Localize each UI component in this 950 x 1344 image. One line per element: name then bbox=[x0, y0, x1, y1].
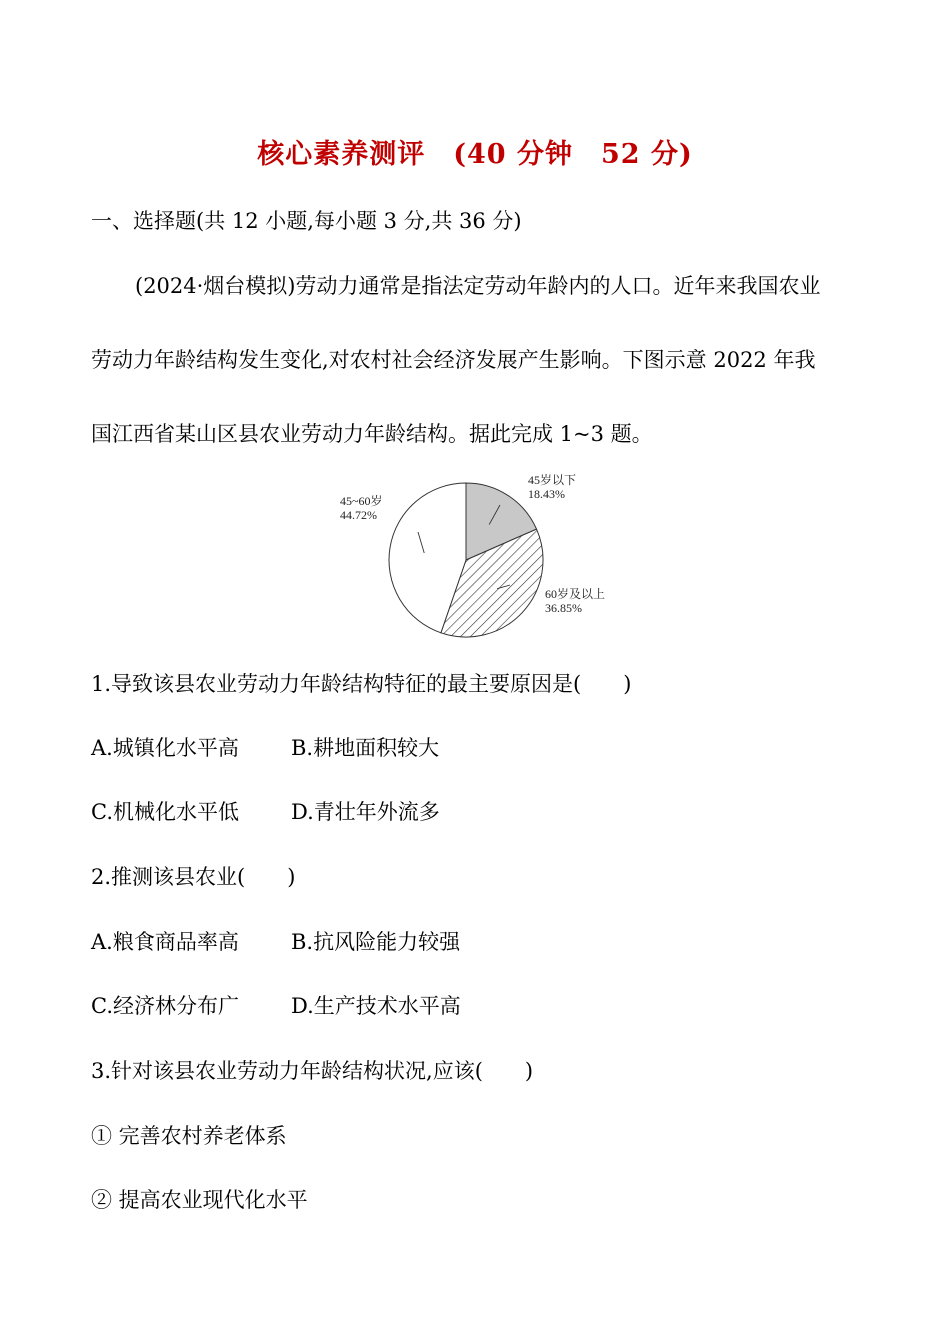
question-2-stem: 2.推测该县农业( ) bbox=[91, 865, 296, 889]
q2-option-b: B.抗风险能力较强 bbox=[291, 930, 461, 954]
q3-statement-1: ① 完善农村养老体系 bbox=[91, 1124, 287, 1148]
q1-option-d: D.青壮年外流多 bbox=[291, 800, 440, 824]
pie-value-label-3: 44.72% bbox=[340, 508, 377, 522]
section-heading: 一、选择题(共 12 小题,每小题 3 分,共 36 分) bbox=[91, 209, 522, 233]
intro-line-3: 国江西省某山区县农业劳动力年龄结构。据此完成 1~3 题。 bbox=[91, 422, 653, 446]
q1-option-a: A.城镇化水平高 bbox=[91, 736, 239, 760]
pie-label-1: 45岁以下 bbox=[528, 473, 577, 487]
q2-option-d: D.生产技术水平高 bbox=[291, 994, 461, 1018]
intro-line-1: (2024·烟台模拟)劳动力通常是指法定劳动年龄内的人口。近年来我国农业 bbox=[135, 274, 821, 298]
intro-line-2: 劳动力年龄结构发生变化,对农村社会经济发展产生影响。下图示意 2022 年我 bbox=[91, 348, 816, 372]
pie-value-label-1: 18.43% bbox=[528, 487, 565, 501]
page-title: 核心素养测评 (40 分钟 52 分) bbox=[257, 139, 693, 170]
q2-option-a: A.粮食商品率高 bbox=[91, 930, 239, 954]
q2-option-c: C.经济林分布广 bbox=[91, 994, 239, 1018]
pie-value-label-2: 36.85% bbox=[545, 601, 582, 615]
pie-chart bbox=[300, 470, 630, 650]
pie-label-3: 45~60岁 bbox=[340, 494, 383, 508]
question-1-stem: 1.导致该县农业劳动力年龄结构特征的最主要原因是( ) bbox=[91, 672, 632, 696]
pie-label-2: 60岁及以上 bbox=[545, 587, 606, 601]
q3-statement-2: ② 提高农业现代化水平 bbox=[91, 1188, 308, 1212]
q1-option-c: C.机械化水平低 bbox=[91, 800, 239, 824]
question-3-stem: 3.针对该县农业劳动力年龄结构状况,应该( ) bbox=[91, 1059, 534, 1083]
q1-option-b: B.耕地面积较大 bbox=[291, 736, 440, 760]
